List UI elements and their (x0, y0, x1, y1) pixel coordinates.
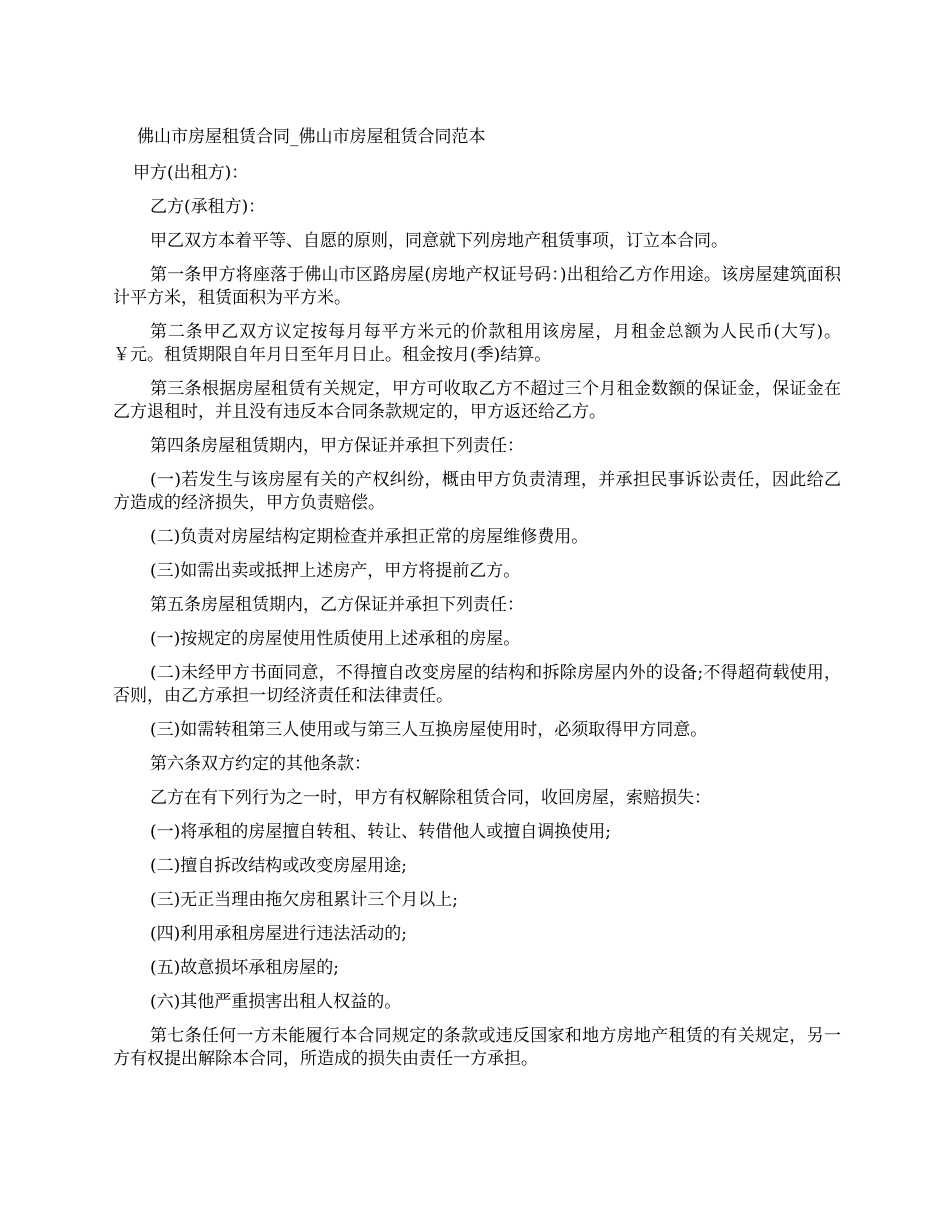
paragraph-article-6-intro: 乙方在有下列行为之一时，甲方有权解除租赁合同，收回房屋，索赔损失： (150, 788, 711, 808)
paragraph-article-6-item-3: (三)无正当理由拖欠房租累计三个月以上; (150, 890, 458, 910)
paragraph-party-b: 乙方(承租方)： (150, 197, 266, 217)
paragraph-article-6-item-4: (四)利用承租房屋进行违法活动的; (150, 924, 407, 944)
paragraph-article-5: 第五条房屋租赁期内，乙方保证并承担下列责任： (150, 595, 524, 615)
document-body (113, 162, 841, 1082)
paragraph-article-1: 第一条甲方将座落于佛山市区路房屋(房地产权证号码：)出租给乙方作用途。该房屋建筑面积计平方米，租赁面积为平方米。 (113, 265, 841, 308)
paragraph-party-a: 甲方(出租方)： (133, 163, 249, 183)
paragraph-article-5-item-1: (一)按规定的房屋使用性质使用上述承租的房屋。 (150, 629, 521, 649)
paragraph-article-3: 第三条根据房屋租赁有关规定，甲方可收取乙方不超过三个月租金数额的保证金，保证金在乙方退租时，并且没有违反本合同条款规定的，甲方返还给乙方。 (113, 379, 841, 422)
paragraph-article-5-item-3: (三)如需转租第三人使用或与第三人互换房屋使用时，必须取得甲方同意。 (150, 720, 708, 740)
paragraph-article-7: 第七条任何一方未能履行本合同规定的条款或违反国家和地方房地产租赁的有关规定，另一方有权提出解除本合同，所造成的损失由责任一方承担。 (113, 1026, 841, 1069)
paragraph-article-4-item-2: (二)负责对房屋结构定期检查并承担正常的房屋维修费用。 (150, 527, 589, 547)
paragraph-article-5-item-2: (二)未经甲方书面同意，不得擅自改变房屋的结构和拆除房屋内外的设备;不得超荷载使用，否则，由乙方承担一切经济责任和法律责任。 (113, 663, 841, 706)
paragraph-preamble: 甲乙双方本着平等、自愿的原则，同意就下列房地产租赁事项，订立本合同。 (150, 231, 728, 251)
paragraph-article-2: 第二条甲乙双方议定按每月每平方米元的价款租用该房屋，月租金总额为人民币(大写)。￥元。租赁期限自年月日至年月日止。租金按月(季)结算。 (113, 322, 841, 365)
paragraph-article-6-item-5: (五)故意损坏承租房屋的; (150, 958, 339, 978)
paragraph-article-4-item-3: (三)如需出卖或抵押上述房产，甲方将提前乙方。 (150, 561, 521, 581)
paragraph-article-4-item-1: (一)若发生与该房屋有关的产权纠纷，概由甲方负责清理，并承担民事诉讼责任，因此给乙方造成的经济损失，甲方负责赔偿。 (113, 470, 841, 513)
paragraph-article-6-item-6: (六)其他严重损害出租人权益的。 (150, 992, 402, 1012)
paragraph-article-4: 第四条房屋租赁期内，甲方保证并承担下列责任： (150, 436, 524, 456)
paragraph-article-6: 第六条双方约定的其他条款： (150, 754, 371, 774)
document-title: 佛山市房屋租赁合同_佛山市房屋租赁合同范本 (137, 127, 486, 147)
paragraph-article-6-item-2: (二)擅自拆改结构或改变房屋用途; (150, 856, 407, 876)
paragraph-article-6-item-1: (一)将承租的房屋擅自转租、转让、转借他人或擅自调换使用; (150, 822, 611, 842)
